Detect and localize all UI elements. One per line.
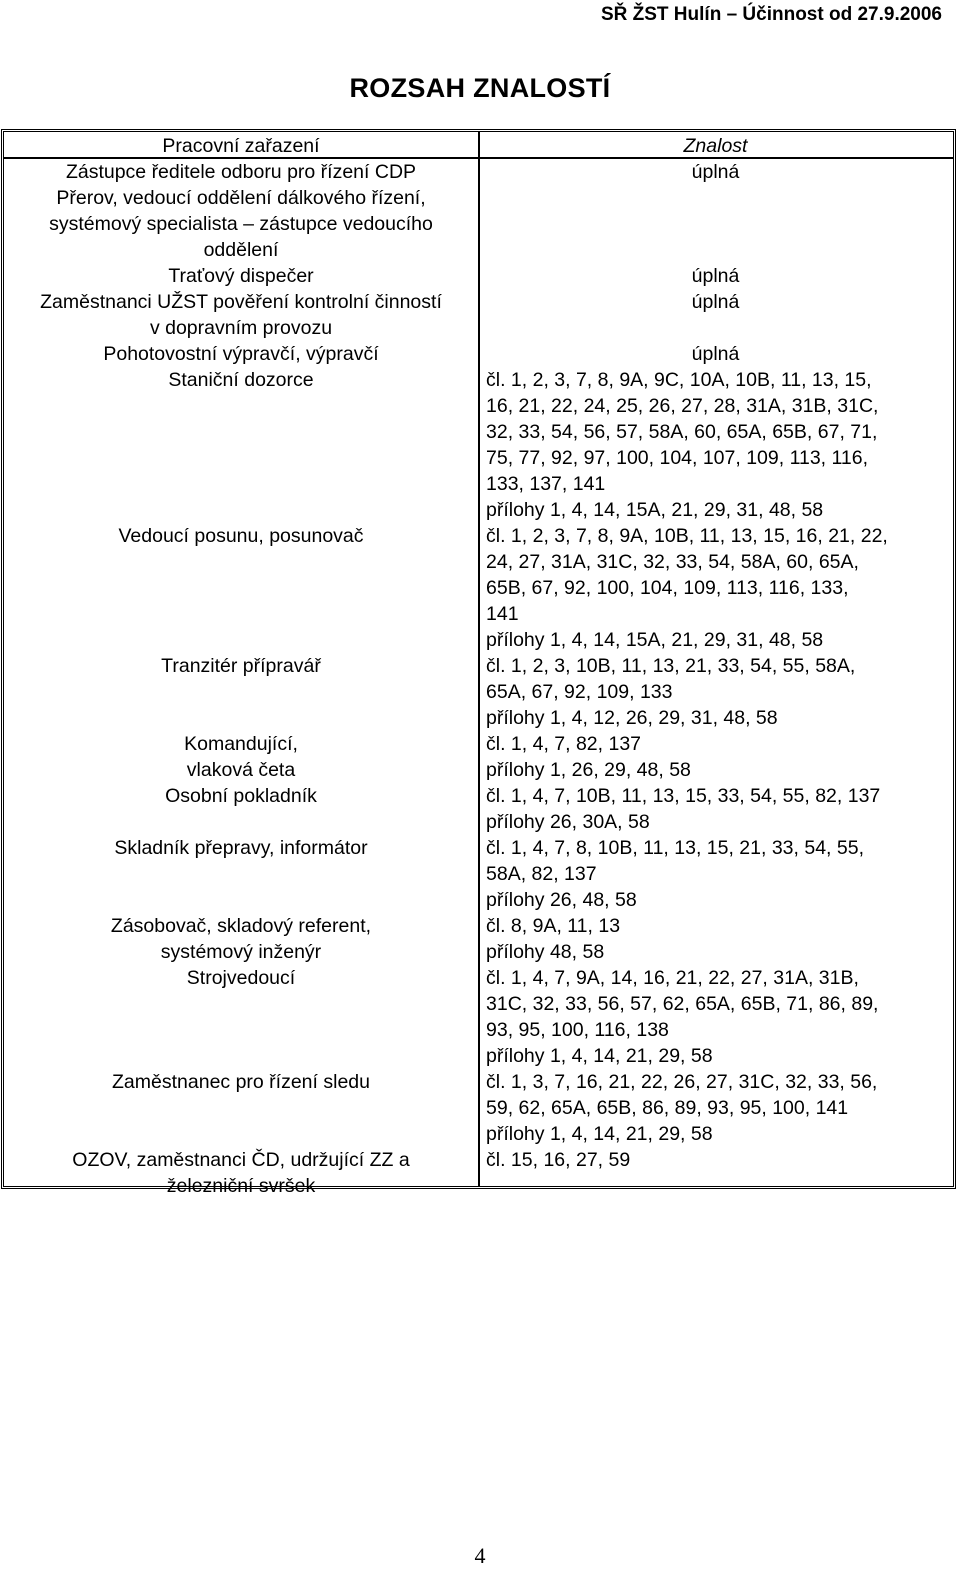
knowledge-text: čl. 8, 9A, 11, 13 bbox=[486, 915, 621, 937]
knowledge-cell bbox=[486, 1147, 949, 1173]
knowledge-text: čl. 1, 4, 7, 9A, 14, 16, 21, 22, 27, 31A, 31B, bbox=[486, 967, 859, 989]
knowledge-text: 93, 95, 100, 116, 138 bbox=[486, 1019, 669, 1041]
knowledge-text: přílohy 48, 58 bbox=[486, 941, 605, 963]
column-header-knowledge: Znalost bbox=[683, 135, 748, 157]
position-text: Zástupce ředitele odboru pro řízení CDP bbox=[65, 161, 417, 183]
knowledge-text: úplná bbox=[691, 161, 740, 183]
knowledge-cell bbox=[486, 731, 949, 783]
knowledge-text: 141 bbox=[486, 603, 519, 625]
knowledge-text: 24, 27, 31A, 31C, 32, 33, 54, 58A, 60, 65A, bbox=[486, 551, 859, 573]
position-text: Tranzitér přípravář bbox=[161, 655, 321, 677]
knowledge-cell bbox=[486, 835, 949, 913]
position-cell bbox=[4, 367, 478, 393]
column-header-position: Pracovní zařazení bbox=[162, 135, 320, 157]
knowledge-text: 31C, 32, 33, 56, 57, 62, 65A, 65B, 71, 86, 89, bbox=[486, 993, 879, 1015]
knowledge-text: čl. 1, 2, 3, 7, 8, 9A, 9C, 10A, 10B, 11, 13, 15, bbox=[486, 369, 872, 391]
position-cell bbox=[4, 1069, 478, 1095]
position-cell bbox=[4, 835, 478, 861]
knowledge-text: čl. 1, 3, 7, 16, 21, 22, 26, 27, 31C, 32, 33, 56, bbox=[486, 1071, 878, 1093]
position-text: vlaková četa bbox=[186, 759, 296, 781]
knowledge-text: 75, 77, 92, 97, 100, 104, 107, 109, 113, 116, bbox=[486, 447, 869, 469]
knowledge-text: 16, 21, 22, 24, 25, 26, 27, 28, 31A, 31B, 31C, bbox=[486, 395, 879, 417]
position-text: Zaměstnanci UŽST pověření kontrolní činností bbox=[40, 291, 442, 313]
knowledge-cell bbox=[486, 783, 949, 835]
position-cell bbox=[4, 289, 478, 341]
position-text: Zaměstnanec pro řízení sledu bbox=[112, 1071, 370, 1093]
knowledge-text: přílohy 1, 4, 14, 15A, 21, 29, 31, 48, 58 bbox=[486, 499, 824, 521]
position-text: Zásobovač, skladový referent, bbox=[110, 915, 372, 937]
position-text: Traťový dispečer bbox=[168, 265, 314, 287]
position-text: železniční svršek bbox=[166, 1175, 316, 1197]
knowledge-cell bbox=[486, 913, 949, 965]
position-text: Skladník přepravy, informátor bbox=[114, 837, 368, 859]
knowledge-text: čl. 1, 4, 7, 8, 10B, 11, 13, 15, 21, 33, 54, 55, bbox=[486, 837, 864, 859]
position-text: systémový inženýr bbox=[160, 941, 322, 963]
position-text: Přerov, vedoucí oddělení dálkového řízení, bbox=[56, 187, 426, 209]
knowledge-text: přílohy 26, 30A, 58 bbox=[486, 811, 650, 833]
knowledge-text: 59, 62, 65A, 65B, 86, 89, 93, 95, 100, 141 bbox=[486, 1097, 849, 1119]
knowledge-text: úplná bbox=[691, 291, 740, 313]
knowledge-text: přílohy 1, 26, 29, 48, 58 bbox=[486, 759, 691, 781]
knowledge-text: čl. 1, 2, 3, 10B, 11, 13, 21, 33, 54, 55, 58A, bbox=[486, 655, 856, 677]
position-text: Osobní pokladník bbox=[165, 785, 317, 807]
page-number: 4 bbox=[474, 1543, 486, 1568]
knowledge-cell bbox=[478, 289, 953, 315]
position-text: Strojvedoucí bbox=[186, 967, 296, 989]
knowledge-cell bbox=[486, 653, 949, 731]
knowledge-cell bbox=[486, 1069, 949, 1147]
knowledge-text: přílohy 1, 4, 14, 21, 29, 58 bbox=[486, 1123, 713, 1145]
position-cell bbox=[4, 913, 478, 965]
position-cell bbox=[4, 159, 478, 263]
position-text: Komandující, bbox=[184, 733, 298, 755]
document-title: ROZSAH ZNALOSTÍ bbox=[349, 73, 611, 103]
knowledge-cell bbox=[486, 367, 949, 523]
knowledge-text: čl. 1, 4, 7, 10B, 11, 13, 15, 33, 54, 55, 82, 137 bbox=[486, 785, 881, 807]
knowledge-text: přílohy 1, 4, 14, 21, 29, 58 bbox=[486, 1045, 713, 1067]
knowledge-text: 65A, 67, 92, 109, 133 bbox=[486, 681, 673, 703]
knowledge-cell bbox=[478, 263, 953, 289]
position-text: oddělení bbox=[203, 239, 279, 261]
knowledge-text: 58A, 82, 137 bbox=[486, 863, 597, 885]
position-text: OZOV, zaměstnanci ČD, udržující ZZ a bbox=[72, 1149, 410, 1171]
position-cell bbox=[4, 341, 478, 367]
knowledge-text: čl. 1, 2, 3, 7, 8, 9A, 10B, 11, 13, 15, 16, 21, 22, bbox=[486, 525, 888, 547]
knowledge-cell bbox=[486, 965, 949, 1069]
knowledge-text: přílohy 26, 48, 58 bbox=[486, 889, 637, 911]
knowledge-table bbox=[1, 129, 956, 1197]
position-cell bbox=[4, 965, 478, 991]
knowledge-text: úplná bbox=[691, 343, 740, 365]
position-text: v dopravním provozu bbox=[149, 317, 333, 339]
knowledge-text: přílohy 1, 4, 14, 15A, 21, 29, 31, 48, 58 bbox=[486, 629, 824, 651]
knowledge-text: přílohy 1, 4, 12, 26, 29, 31, 48, 58 bbox=[486, 707, 778, 729]
position-text: systémový specialista – zástupce vedoucího bbox=[49, 213, 433, 235]
position-cell bbox=[4, 731, 478, 783]
knowledge-cell bbox=[478, 159, 953, 185]
position-cell bbox=[4, 783, 478, 809]
position-cell bbox=[4, 1147, 478, 1199]
knowledge-text: 65B, 67, 92, 100, 104, 109, 113, 116, 133, bbox=[486, 577, 849, 599]
position-text: Staniční dozorce bbox=[168, 369, 314, 391]
knowledge-cell bbox=[478, 341, 953, 367]
knowledge-text: 32, 33, 54, 56, 57, 58A, 60, 65A, 65B, 67, 71, bbox=[486, 421, 878, 443]
knowledge-text: 133, 137, 141 bbox=[486, 473, 606, 495]
knowledge-text: čl. 15, 16, 27, 59 bbox=[486, 1149, 631, 1171]
position-text: Pohotovostní výpravčí, výpravčí bbox=[103, 343, 379, 365]
position-cell bbox=[4, 653, 478, 679]
knowledge-text: čl. 1, 4, 7, 82, 137 bbox=[486, 733, 642, 755]
knowledge-cell bbox=[486, 523, 949, 653]
position-cell bbox=[4, 263, 478, 289]
page-header: SŘ ŽST Hulín – Účinnost od 27.9.2006 bbox=[600, 4, 942, 25]
knowledge-text: úplná bbox=[691, 265, 740, 287]
position-cell bbox=[4, 523, 478, 549]
position-text: Vedoucí posunu, posunovač bbox=[118, 525, 364, 547]
